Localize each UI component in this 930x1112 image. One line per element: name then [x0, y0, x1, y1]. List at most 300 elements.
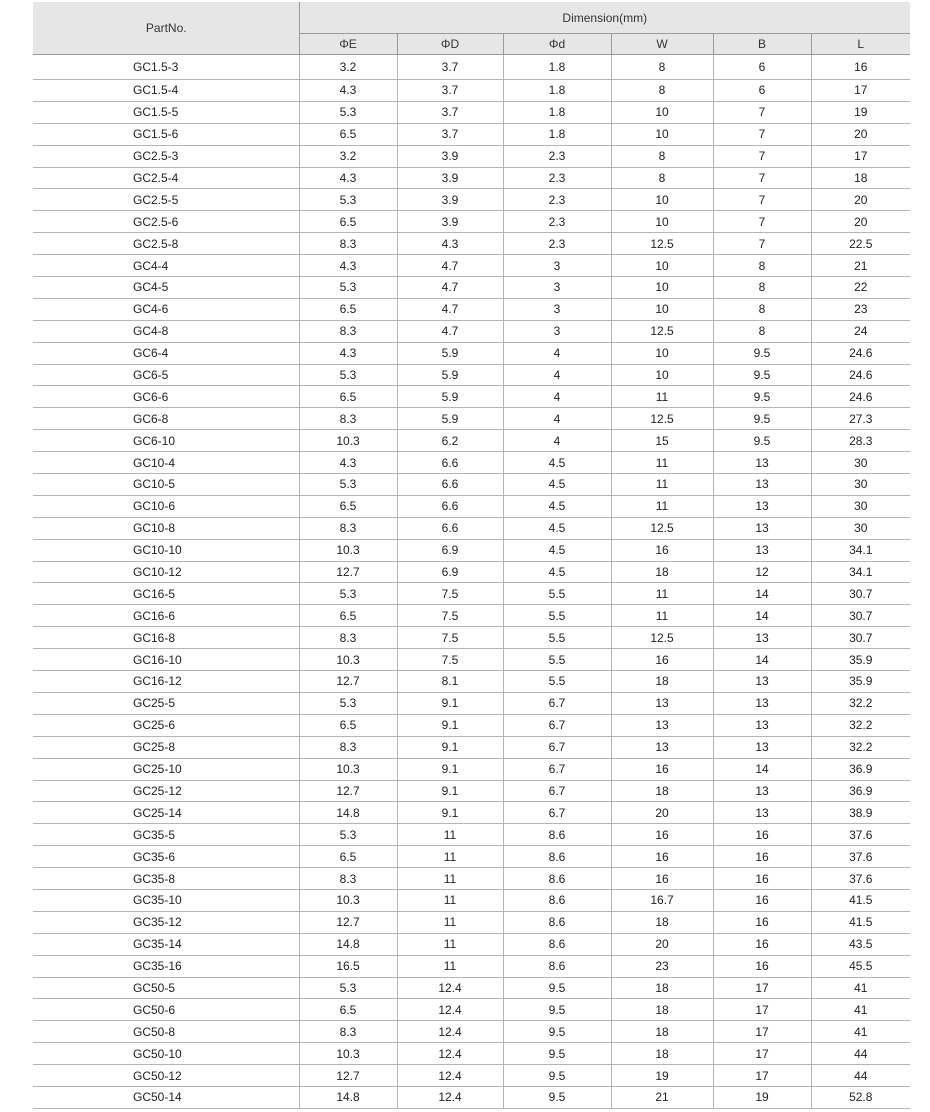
phi-d-outer-cell: 11: [397, 868, 503, 890]
b-cell: 13: [713, 714, 811, 736]
phi-e-cell: 3.2: [299, 145, 397, 167]
l-cell: 32.2: [811, 714, 910, 736]
phi-d-outer-cell: 12.4: [397, 977, 503, 999]
l-cell: 44: [811, 1065, 910, 1087]
w-cell: 18: [611, 780, 713, 802]
phi-d-inner-cell: 4.5: [503, 474, 611, 496]
table-row: [33, 539, 910, 561]
phi-d-outer-cell: 6.6: [397, 517, 503, 539]
l-cell: 35.9: [811, 671, 910, 693]
phi-e-cell: 8.3: [299, 1021, 397, 1043]
part-number-cell: GC4-6: [33, 298, 299, 320]
phi-d-outer-cell: 4.3: [397, 233, 503, 255]
phi-e-cell: 12.7: [299, 780, 397, 802]
phi-d-inner-cell: 8.6: [503, 868, 611, 890]
table-row: [33, 1021, 910, 1043]
l-cell: 37.6: [811, 824, 910, 846]
phi-d-outer-cell: 6.6: [397, 452, 503, 474]
b-cell: 13: [713, 452, 811, 474]
phi-e-cell: 6.5: [299, 714, 397, 736]
part-number-cell: GC4-5: [33, 277, 299, 299]
b-cell: 16: [713, 955, 811, 977]
l-cell: 18: [811, 167, 910, 189]
phi-d-outer-cell: 3.7: [397, 55, 503, 80]
part-number-cell: GC2.5-5: [33, 189, 299, 211]
l-cell: 30: [811, 474, 910, 496]
w-cell: 20: [611, 802, 713, 824]
part-number-cell: GC25-10: [33, 758, 299, 780]
phi-d-inner-cell: 4.5: [503, 539, 611, 561]
part-number-cell: GC6-5: [33, 364, 299, 386]
table-row: [33, 736, 910, 758]
phi-d-inner-cell: 4.5: [503, 495, 611, 517]
table-row: [33, 868, 910, 890]
phi-d-outer-cell: 3.7: [397, 123, 503, 145]
table-row: [33, 627, 910, 649]
phi-d-inner-cell: 6.7: [503, 758, 611, 780]
part-number-cell: GC50-8: [33, 1021, 299, 1043]
phi-d-inner-cell: 5.5: [503, 649, 611, 671]
part-number-cell: GC2.5-8: [33, 233, 299, 255]
table-row: [33, 1065, 910, 1087]
part-number-cell: GC1.5-4: [33, 80, 299, 102]
phi-d-inner-cell: 2.3: [503, 211, 611, 233]
phi-e-cell: 5.3: [299, 474, 397, 496]
phi-e-cell: 5.3: [299, 692, 397, 714]
b-cell: 7: [713, 233, 811, 255]
phi-e-cell: 5.3: [299, 583, 397, 605]
part-number-cell: GC1.5-6: [33, 123, 299, 145]
phi-e-cell: 8.3: [299, 233, 397, 255]
b-cell: 13: [713, 495, 811, 517]
part-number-cell: GC6-4: [33, 342, 299, 364]
l-cell: 41: [811, 999, 910, 1021]
l-cell: 30: [811, 517, 910, 539]
table-row: [33, 802, 910, 824]
part-number-cell: GC16-12: [33, 671, 299, 693]
phi-d-outer-cell: 6.2: [397, 430, 503, 452]
w-cell: 12.5: [611, 233, 713, 255]
part-number-cell: GC35-10: [33, 889, 299, 911]
phi-e-cell: 6.5: [299, 846, 397, 868]
b-cell: 14: [713, 758, 811, 780]
b-cell: 7: [713, 189, 811, 211]
phi-d-outer-cell: 3.9: [397, 167, 503, 189]
w-cell: 21: [611, 1086, 713, 1108]
phi-d-inner-cell: 8.6: [503, 955, 611, 977]
phi-d-outer-cell: 4.7: [397, 320, 503, 342]
part-number-cell: GC25-14: [33, 802, 299, 824]
w-cell: 11: [611, 495, 713, 517]
phi-d-outer-cell: 3.9: [397, 189, 503, 211]
table-row: [33, 758, 910, 780]
phi-d-inner-cell: 2.3: [503, 145, 611, 167]
l-cell: 24: [811, 320, 910, 342]
phi-d-inner-cell: 1.8: [503, 80, 611, 102]
col-header-phi-d-outer: ΦD: [397, 34, 503, 55]
phi-e-cell: 3.2: [299, 55, 397, 80]
phi-e-cell: 6.5: [299, 999, 397, 1021]
phi-e-cell: 14.8: [299, 1086, 397, 1108]
w-cell: 16: [611, 649, 713, 671]
phi-d-inner-cell: 6.7: [503, 692, 611, 714]
phi-e-cell: 12.7: [299, 911, 397, 933]
phi-d-outer-cell: 5.9: [397, 386, 503, 408]
b-cell: 16: [713, 889, 811, 911]
part-number-cell: GC25-6: [33, 714, 299, 736]
phi-d-outer-cell: 3.9: [397, 211, 503, 233]
table-row: [33, 123, 910, 145]
w-cell: 13: [611, 692, 713, 714]
phi-d-inner-cell: 4: [503, 408, 611, 430]
table-row: [33, 452, 910, 474]
col-header-l: L: [811, 34, 910, 55]
w-cell: 11: [611, 474, 713, 496]
l-cell: 27.3: [811, 408, 910, 430]
w-cell: 11: [611, 583, 713, 605]
w-cell: 12.5: [611, 408, 713, 430]
b-cell: 17: [713, 977, 811, 999]
part-number-cell: GC2.5-3: [33, 145, 299, 167]
col-header-phi-e: ΦE: [299, 34, 397, 55]
phi-d-inner-cell: 5.5: [503, 583, 611, 605]
phi-d-outer-cell: 7.5: [397, 649, 503, 671]
phi-d-inner-cell: 8.6: [503, 911, 611, 933]
phi-e-cell: 8.3: [299, 517, 397, 539]
phi-d-inner-cell: 8.6: [503, 824, 611, 846]
phi-e-cell: 10.3: [299, 1043, 397, 1065]
w-cell: 10: [611, 123, 713, 145]
l-cell: 36.9: [811, 758, 910, 780]
part-number-cell: GC35-8: [33, 868, 299, 890]
phi-e-cell: 5.3: [299, 101, 397, 123]
w-cell: 10: [611, 255, 713, 277]
phi-d-inner-cell: 5.5: [503, 671, 611, 693]
w-cell: 20: [611, 933, 713, 955]
phi-d-outer-cell: 7.5: [397, 583, 503, 605]
phi-d-inner-cell: 2.3: [503, 233, 611, 255]
table-row: [33, 495, 910, 517]
w-cell: 16: [611, 868, 713, 890]
phi-e-cell: 4.3: [299, 342, 397, 364]
w-cell: 10: [611, 277, 713, 299]
l-cell: 36.9: [811, 780, 910, 802]
b-cell: 13: [713, 474, 811, 496]
b-cell: 16: [713, 868, 811, 890]
phi-d-inner-cell: 4.5: [503, 561, 611, 583]
table-row: [33, 671, 910, 693]
phi-d-inner-cell: 4: [503, 430, 611, 452]
phi-e-cell: 14.8: [299, 933, 397, 955]
phi-d-inner-cell: 3: [503, 277, 611, 299]
b-cell: 16: [713, 846, 811, 868]
part-number-cell: GC16-10: [33, 649, 299, 671]
phi-e-cell: 5.3: [299, 189, 397, 211]
phi-d-outer-cell: 6.6: [397, 495, 503, 517]
phi-d-outer-cell: 8.1: [397, 671, 503, 693]
phi-d-outer-cell: 11: [397, 933, 503, 955]
b-cell: 13: [713, 671, 811, 693]
w-cell: 12.5: [611, 320, 713, 342]
part-number-cell: GC2.5-6: [33, 211, 299, 233]
phi-e-cell: 5.3: [299, 977, 397, 999]
table-row: [33, 364, 910, 386]
phi-e-cell: 5.3: [299, 824, 397, 846]
l-cell: 30: [811, 452, 910, 474]
b-cell: 14: [713, 605, 811, 627]
phi-d-inner-cell: 6.7: [503, 780, 611, 802]
part-number-cell: GC25-12: [33, 780, 299, 802]
phi-e-cell: 6.5: [299, 386, 397, 408]
l-cell: 41.5: [811, 911, 910, 933]
table-row: [33, 474, 910, 496]
phi-e-cell: 6.5: [299, 298, 397, 320]
table-row: [33, 430, 910, 452]
phi-e-cell: 8.3: [299, 736, 397, 758]
phi-d-inner-cell: 4.5: [503, 452, 611, 474]
phi-d-outer-cell: 11: [397, 911, 503, 933]
col-header-b: B: [713, 34, 811, 55]
table-row: [33, 561, 910, 583]
w-cell: 8: [611, 167, 713, 189]
part-number-cell: GC16-8: [33, 627, 299, 649]
w-cell: 11: [611, 452, 713, 474]
b-cell: 9.5: [713, 342, 811, 364]
b-cell: 16: [713, 933, 811, 955]
phi-d-outer-cell: 12.4: [397, 999, 503, 1021]
table-row: [33, 145, 910, 167]
phi-e-cell: 8.3: [299, 868, 397, 890]
part-number-cell: GC6-6: [33, 386, 299, 408]
table-row: [33, 911, 910, 933]
table-row: [33, 255, 910, 277]
b-cell: 14: [713, 649, 811, 671]
table-row: [33, 80, 910, 102]
phi-e-cell: 6.5: [299, 605, 397, 627]
part-number-cell: GC1.5-3: [33, 55, 299, 80]
l-cell: 30: [811, 495, 910, 517]
l-cell: 22: [811, 277, 910, 299]
table-row: [33, 386, 910, 408]
phi-d-inner-cell: 3: [503, 298, 611, 320]
phi-d-outer-cell: 6.9: [397, 561, 503, 583]
l-cell: 28.3: [811, 430, 910, 452]
l-cell: 44: [811, 1043, 910, 1065]
l-cell: 24.6: [811, 364, 910, 386]
b-cell: 14: [713, 583, 811, 605]
b-cell: 6: [713, 55, 811, 80]
w-cell: 10: [611, 342, 713, 364]
phi-d-inner-cell: 9.5: [503, 977, 611, 999]
l-cell: 23: [811, 298, 910, 320]
table-row: [33, 846, 910, 868]
part-number-cell: GC4-8: [33, 320, 299, 342]
b-cell: 17: [713, 1065, 811, 1087]
w-cell: 16: [611, 758, 713, 780]
l-cell: 20: [811, 123, 910, 145]
b-cell: 9.5: [713, 430, 811, 452]
b-cell: 7: [713, 211, 811, 233]
table-row: [33, 211, 910, 233]
b-cell: 13: [713, 802, 811, 824]
part-number-cell: GC50-10: [33, 1043, 299, 1065]
part-number-cell: GC25-8: [33, 736, 299, 758]
phi-d-outer-cell: 3.7: [397, 101, 503, 123]
phi-d-outer-cell: 3.9: [397, 145, 503, 167]
b-cell: 17: [713, 1043, 811, 1065]
phi-d-inner-cell: 9.5: [503, 1065, 611, 1087]
part-number-cell: GC16-5: [33, 583, 299, 605]
table-row: [33, 605, 910, 627]
phi-d-inner-cell: 9.5: [503, 999, 611, 1021]
phi-d-outer-cell: 9.1: [397, 758, 503, 780]
table-row: [33, 1043, 910, 1065]
part-number-cell: GC10-5: [33, 474, 299, 496]
phi-d-outer-cell: 7.5: [397, 605, 503, 627]
b-cell: 13: [713, 539, 811, 561]
phi-d-inner-cell: 3: [503, 255, 611, 277]
phi-d-outer-cell: 11: [397, 846, 503, 868]
w-cell: 13: [611, 736, 713, 758]
part-number-cell: GC50-6: [33, 999, 299, 1021]
phi-d-inner-cell: 3: [503, 320, 611, 342]
l-cell: 30.7: [811, 583, 910, 605]
table-row: [33, 999, 910, 1021]
phi-d-inner-cell: 2.3: [503, 189, 611, 211]
dimension-header: Dimension(mm): [299, 2, 910, 34]
phi-d-outer-cell: 12.4: [397, 1086, 503, 1108]
phi-d-inner-cell: 4: [503, 342, 611, 364]
phi-e-cell: 8.3: [299, 627, 397, 649]
phi-d-inner-cell: 1.8: [503, 123, 611, 145]
part-number-cell: GC35-16: [33, 955, 299, 977]
phi-d-outer-cell: 3.7: [397, 80, 503, 102]
table-row: [33, 101, 910, 123]
part-number-cell: GC50-5: [33, 977, 299, 999]
phi-d-outer-cell: 12.4: [397, 1065, 503, 1087]
w-cell: 19: [611, 1065, 713, 1087]
w-cell: 12.5: [611, 517, 713, 539]
b-cell: 9.5: [713, 386, 811, 408]
l-cell: 41.5: [811, 889, 910, 911]
w-cell: 12.5: [611, 627, 713, 649]
phi-e-cell: 4.3: [299, 255, 397, 277]
phi-d-outer-cell: 11: [397, 889, 503, 911]
table-row: [33, 408, 910, 430]
phi-d-outer-cell: 9.1: [397, 736, 503, 758]
phi-e-cell: 4.3: [299, 167, 397, 189]
l-cell: 17: [811, 145, 910, 167]
l-cell: 21: [811, 255, 910, 277]
table-row: [33, 583, 910, 605]
table-row: [33, 167, 910, 189]
l-cell: 16: [811, 55, 910, 80]
l-cell: 32.2: [811, 692, 910, 714]
w-cell: 16.7: [611, 889, 713, 911]
dimension-table: [33, 2, 910, 1109]
phi-d-outer-cell: 6.9: [397, 539, 503, 561]
phi-d-inner-cell: 4.5: [503, 517, 611, 539]
w-cell: 16: [611, 824, 713, 846]
b-cell: 8: [713, 320, 811, 342]
phi-d-inner-cell: 5.5: [503, 627, 611, 649]
l-cell: 30.7: [811, 605, 910, 627]
b-cell: 17: [713, 999, 811, 1021]
phi-d-outer-cell: 11: [397, 824, 503, 846]
w-cell: 18: [611, 561, 713, 583]
part-number-cell: GC10-8: [33, 517, 299, 539]
phi-d-inner-cell: 1.8: [503, 101, 611, 123]
phi-d-outer-cell: 7.5: [397, 627, 503, 649]
w-cell: 10: [611, 211, 713, 233]
phi-d-outer-cell: 4.7: [397, 255, 503, 277]
part-number-cell: GC16-6: [33, 605, 299, 627]
l-cell: 52.8: [811, 1086, 910, 1108]
phi-d-outer-cell: 12.4: [397, 1043, 503, 1065]
part-number-cell: GC2.5-4: [33, 167, 299, 189]
w-cell: 18: [611, 1043, 713, 1065]
table-row: [33, 889, 910, 911]
b-cell: 13: [713, 627, 811, 649]
phi-d-inner-cell: 8.6: [503, 889, 611, 911]
b-cell: 7: [713, 101, 811, 123]
b-cell: 16: [713, 911, 811, 933]
part-number-cell: GC25-5: [33, 692, 299, 714]
table-row: [33, 517, 910, 539]
l-cell: 38.9: [811, 802, 910, 824]
phi-e-cell: 6.5: [299, 211, 397, 233]
l-cell: 17: [811, 80, 910, 102]
l-cell: 20: [811, 211, 910, 233]
b-cell: 7: [713, 123, 811, 145]
part-number-cell: GC35-12: [33, 911, 299, 933]
phi-e-cell: 12.7: [299, 561, 397, 583]
part-number-cell: GC50-12: [33, 1065, 299, 1087]
b-cell: 9.5: [713, 408, 811, 430]
phi-e-cell: 8.3: [299, 320, 397, 342]
w-cell: 11: [611, 386, 713, 408]
phi-d-inner-cell: 6.7: [503, 802, 611, 824]
part-number-cell: GC6-10: [33, 430, 299, 452]
w-cell: 13: [611, 714, 713, 736]
part-number-cell: GC10-10: [33, 539, 299, 561]
phi-e-cell: 6.5: [299, 495, 397, 517]
b-cell: 8: [713, 255, 811, 277]
w-cell: 16: [611, 846, 713, 868]
w-cell: 10: [611, 189, 713, 211]
table-row: [33, 342, 910, 364]
w-cell: 8: [611, 80, 713, 102]
col-header-phi-d-inner: Φd: [503, 34, 611, 55]
b-cell: 12: [713, 561, 811, 583]
table-row: [33, 298, 910, 320]
phi-d-outer-cell: 6.6: [397, 474, 503, 496]
l-cell: 43.5: [811, 933, 910, 955]
phi-e-cell: 10.3: [299, 539, 397, 561]
l-cell: 37.6: [811, 846, 910, 868]
b-cell: 7: [713, 145, 811, 167]
phi-d-inner-cell: 8.6: [503, 846, 611, 868]
phi-e-cell: 5.3: [299, 277, 397, 299]
w-cell: 10: [611, 298, 713, 320]
phi-d-outer-cell: 9.1: [397, 802, 503, 824]
b-cell: 13: [713, 780, 811, 802]
part-number-cell: GC4-4: [33, 255, 299, 277]
phi-d-outer-cell: 4.7: [397, 298, 503, 320]
w-cell: 18: [611, 999, 713, 1021]
w-cell: 8: [611, 145, 713, 167]
phi-d-outer-cell: 5.9: [397, 408, 503, 430]
